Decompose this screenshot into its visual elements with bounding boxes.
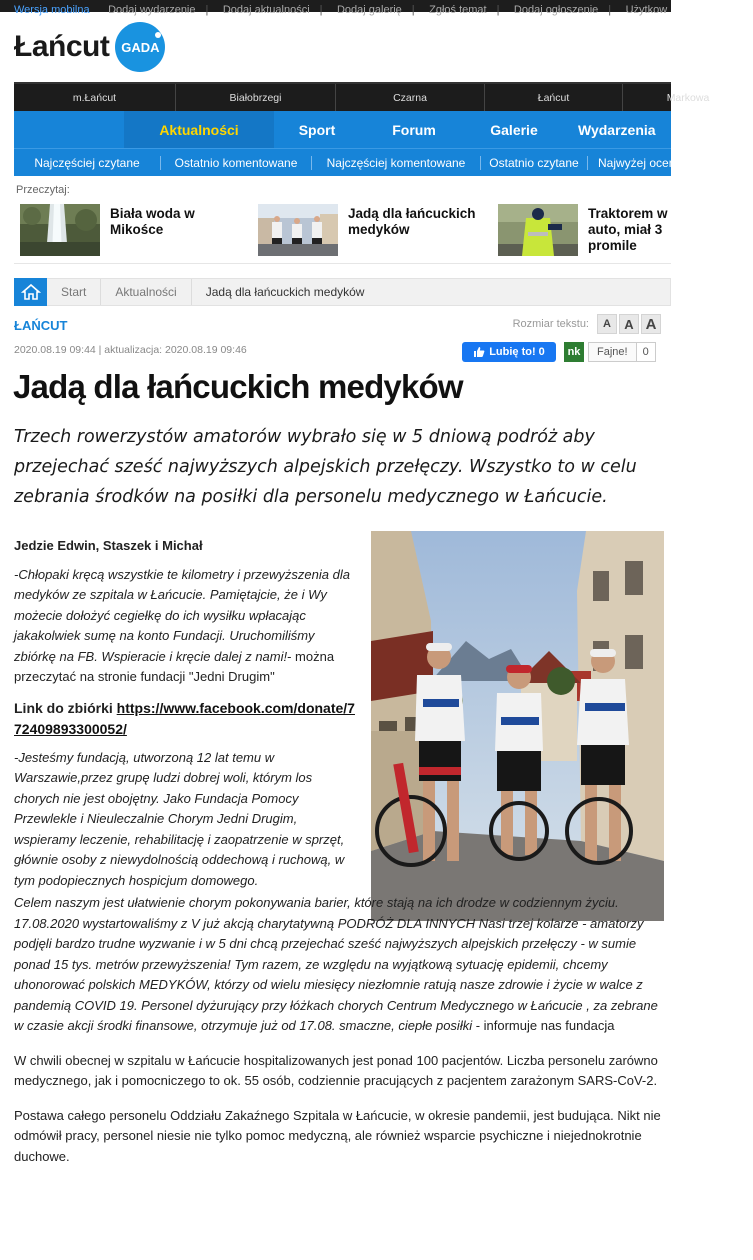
read-item-title[interactable]: Jadą dla łańcuckich medyków	[348, 206, 476, 237]
tab-sport[interactable]: Sport	[298, 121, 336, 138]
font-size-large-button[interactable]: A	[641, 314, 661, 334]
subnav-recently-read[interactable]: Ostatnio czytane	[489, 155, 579, 170]
read-also-label: Przeczytaj:	[16, 184, 70, 196]
sub-nav	[14, 148, 699, 176]
subnav-recently-commented[interactable]: Ostatnio komentowane	[174, 155, 298, 170]
tab-aktualnosci[interactable]: Aktualności	[124, 111, 274, 148]
city-nav	[14, 82, 710, 111]
main-nav	[14, 111, 671, 148]
nk-fajne-button[interactable]: Fajne!	[588, 342, 637, 362]
article-subheading: Jedzie Edwin, Staszek i Michał	[14, 538, 203, 553]
read-item-title[interactable]: Traktorem w auto, miał 3 promile	[588, 206, 668, 253]
nk-share	[564, 341, 656, 363]
subnav-top-rated[interactable]: Najwyżej oceniane	[598, 155, 699, 170]
donate-link-paragraph: Link do zbiórki https://www.facebook.com/donate/772409893300052/	[14, 699, 355, 737]
nk-count: 0	[637, 342, 656, 362]
staff-paragraph: Postawa całego personelu Oddziału Zakaźnego Szpitala w Łańcucie, w okresie pandemii, jest budująca. Nikt nie odmówił pracy, personel niesie nie tylko pomoc medyczną, ale również wsparcie psychiczne i niejednokrotnie duchowe.	[14, 1107, 661, 1164]
thumbnail-cyclists-image	[258, 204, 338, 256]
mobile-version-link[interactable]: Wersja mobilna	[14, 4, 90, 16]
city-nav-item-lancut[interactable]: Łańcut	[485, 84, 623, 111]
main-nav-spacer	[14, 111, 124, 148]
tab-forum[interactable]: Forum	[392, 121, 436, 138]
section-label[interactable]: ŁAŃCUT	[14, 318, 68, 333]
add-event-link[interactable]: Dodaj wydarzenie	[108, 4, 196, 16]
users-link[interactable]: Użytkow	[625, 4, 668, 16]
gada-badge-icon: GADA	[115, 22, 165, 72]
breadcrumb-start[interactable]: Start	[47, 279, 101, 305]
read-item-title[interactable]: Biała woda w Mikośce	[110, 206, 195, 237]
facebook-like-button[interactable]: Lubię to! 0	[462, 342, 556, 362]
article-dates: 2020.08.19 09:44 | aktualizacja: 2020.08.19 09:46	[14, 344, 247, 356]
subnav-most-commented[interactable]: Najczęściej komentowane	[326, 155, 466, 170]
thumbnail-waterfall-image	[20, 204, 100, 256]
report-topic-link[interactable]: Zgłoś temat	[429, 4, 487, 16]
add-gallery-link[interactable]: Dodaj galerię	[336, 4, 402, 16]
thumbnail-police-officer-image	[498, 204, 578, 256]
font-size-medium-button[interactable]: A	[619, 314, 639, 334]
article-body	[14, 536, 664, 1169]
font-size-control	[513, 314, 661, 334]
add-ad-link[interactable]: Dodaj ogłoszenie	[513, 4, 599, 16]
nk-icon: nk	[564, 342, 584, 362]
donate-link[interactable]: https://www.facebook.com/donate/772409893300052/	[14, 699, 355, 737]
tab-galerie[interactable]: Galerie	[490, 121, 538, 138]
read-item[interactable]	[254, 198, 494, 264]
thumbs-up-icon	[473, 346, 485, 358]
logo-city-name: Łańcut	[14, 30, 110, 63]
foundation-quote-2a: -Jesteśmy fundacją, utworzoną 12 lat temu w Warszawie,przez grupę ludzi dobrej woli, którym los chorych nie jest obojętny. Jako Fundacja Pomocy Przewlekle i Nieuleczalnie Chorym Jedni Drugim, wspieramy leczenie, rehabilitację i zaopatrzenie w sprzęt, głównie osoby z niewydolnością oddechową i ruchową, w tym podopiecznych hospicjum domowego.	[14, 749, 345, 888]
top-utility-bar: Wersja mobilna Dodaj wydarzenie | Dodaj aktualności | Dodaj galerię | Zgłoś temat | Dodaj ogłoszenie | Użytkow	[0, 0, 671, 12]
city-nav-item-czarna[interactable]: Czarna	[336, 84, 485, 111]
site-logo[interactable]	[14, 22, 165, 72]
city-nav-item-markowa[interactable]: Markowa	[666, 91, 710, 104]
breadcrumb-aktualnosci[interactable]: Aktualności	[101, 279, 191, 305]
breadcrumb-current: Jadą dla łańcuckich medyków	[205, 285, 365, 299]
home-icon[interactable]	[14, 278, 47, 306]
read-item[interactable]	[14, 198, 254, 264]
article-lead: Trzech rowerzystów amatorów wybrało się w 5 dniową podróż aby przejechać sześć najwyższych alpejskich przełęczy. Wszystko to w celu zebrania środków na posiłki dla personelu medycznego w Łańcucie.	[14, 427, 637, 507]
read-item[interactable]	[494, 198, 671, 264]
add-news-link[interactable]: Dodaj aktualności	[222, 4, 310, 16]
font-size-label: Rozmiar tekstu:	[512, 318, 589, 330]
tab-wydarzenia[interactable]: Wydarzenia	[578, 121, 656, 138]
font-size-small-button[interactable]: A	[597, 314, 617, 334]
article-title: Jadą dla łańcuckich medyków	[13, 368, 463, 405]
subnav-most-read[interactable]: Najczęściej czytane	[34, 155, 140, 170]
city-nav-item-bialobrzegi[interactable]: Białobrzegi	[176, 84, 336, 111]
city-nav-item-m-lancut[interactable]: m.Łańcut	[14, 84, 176, 111]
read-also-list	[14, 198, 671, 264]
breadcrumb	[14, 278, 671, 306]
hospital-paragraph: W chwili obecnej w szpitalu w Łańcucie hospitalizowanych jest ponad 100 pacjentów. Liczba personelu zarówno medycznego, jak i pomocniczego to ok. 55 osób, codziennie pracujących z pacjentem zarażonym SARS-CoV-2.	[14, 1052, 658, 1088]
foundation-quote-1: -Chłopaki kręcą wszystkie te kilometry i przewyższenia dla medyków ze szpitala w Łańcucie. Pamiętajcie, że i Wy możecie dołożyć cegiełkę do ich wysiłku wpłacając jakakolwiek sumę na konto Fundacji. Uruchomiliśmy zbiórkę na FB. Wspieracie i kręcie dalej z nami!- można przeczytać na stronie fundacji "Jedni Drugim"	[14, 566, 350, 684]
foundation-quote-2b: Celem naszym jest ułatwienie chorym pokonywania barier, które stają na ich drodze w codziennym życiu. 17.08.2020 wystartowaliśmy z V już akcją charytatywną PODRÓŻ DLA INNYCH Nasi trzej kolarze - amatorzy podjęli bardzo trudne wyzwanie i w 5 dni chcą przejechać sześć najwyższych alpejskich przełęczy - w sumie ponad 15 tys. metrów przewyższenia! Tym razem, ze względu na wyjątkową sytuację epidemii, chcemy uhonorować polskich MEDYKÓW, którzy od wielu miesięcy niezłomnie ratują nasze zdrowie i życie w walce z pandemią COVID 19. Personel dyżurujący przy łóżkach chorych Centrum Medycznego w Łańcucie , za zebrane w czasie akcji środki finansowe, otrzymuje już od 17.08. smaczne, ciepłe posiłki - informuje nas fundacja	[14, 895, 658, 1033]
